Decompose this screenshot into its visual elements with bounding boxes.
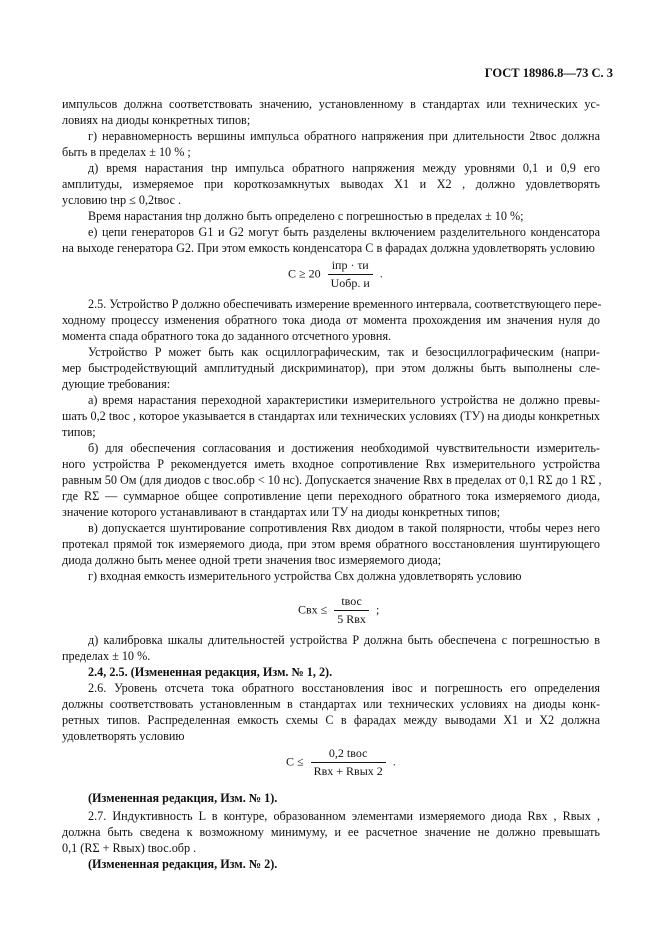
- formula-fraction: [311, 746, 386, 779]
- formula-denominator: Rвх + Rвых 2: [313, 764, 383, 778]
- text-line: где RΣ — суммарное общее сопротивление цепи переходного обратного тока измеряемого диода,: [62, 489, 600, 503]
- formula-fraction: [334, 594, 369, 627]
- text-line: в) допускается шунтирование сопротивления Rвх диодом в такой полярности, чтобы через него: [88, 521, 600, 535]
- text-line: 2.6. Уровень отсчета тока обратного восстановления iвос и погрешность его определения: [88, 681, 600, 695]
- text-line: д) время нарастания tнр импульса обратного напряжения между уровнями 0,1 и 0,9 его: [88, 161, 600, 175]
- text-line: диода должно быть менее одной трети значения tвос измеряемого диода;: [62, 553, 442, 567]
- text-line: удовлетворять условию: [62, 729, 185, 743]
- text-line: должна быть сведена к возможному минимуму, и ее расчетное значение не должно превышать: [62, 825, 600, 839]
- text-line: Устройство P может быть как осциллографическим, так и безосциллографическим (напри-: [88, 345, 600, 359]
- formula-input-capacitance: [298, 594, 379, 627]
- text-line: 2.7. Индуктивность L в контуре, образованном элементами измеряемого диода Rвх , Rвых ,: [88, 809, 600, 823]
- text-line: пределах ± 10 %.: [62, 649, 151, 663]
- text-line: б) для обеспечения согласования и достижения необходимой чувствительности измеритель-: [88, 441, 600, 455]
- text-line: протекал прямой ток измеряемого диода, при этом время обратного восстановления шунтирующего: [62, 537, 600, 551]
- text-line: ретных типов. Распределенная емкость схемы C в фарадах между выводами X1 и X2 должна: [62, 713, 600, 727]
- text-line: Время нарастания tнр должно быть определено с погрешностью в пределах ± 10 %;: [88, 209, 524, 223]
- text-line: г) входная емкость измерительного устройства Cвх должна удовлетворять условию: [88, 569, 522, 583]
- amendment-note: 2.4, 2.5. (Измененная редакция, Изм. № 1, 2).: [88, 665, 333, 679]
- text-line: ного устройства P рекомендуется иметь входное сопротивление Rвх измерительного устройства: [62, 457, 600, 471]
- text-line: е) цепи генераторов G1 и G2 могут быть разделены включением разделительного конденсатора: [88, 225, 600, 239]
- text-line: шать 0,2 tвос , которое указывается в стандартах или технических условиях (ТУ) на диоды конкретных: [62, 409, 600, 423]
- formula-denominator: 5 Rвх: [337, 612, 366, 626]
- text-line: ловиях на диоды конкретных типов;: [62, 113, 251, 127]
- amendment-note: (Измененная редакция, Изм. № 1).: [88, 791, 278, 805]
- text-line: типов;: [62, 425, 96, 439]
- formula-tail: .: [392, 754, 396, 769]
- text-line: значение которого устанавливают в стандартах или ТУ на диоды конкретных типов;: [62, 505, 501, 519]
- text-line: 2.5. Устройство P должно обеспечивать измерение временного интервала, соответствующего пере-: [88, 297, 602, 311]
- formula-capacitor: [288, 258, 383, 291]
- text-line: должны соответствовать установленным в стандартах или технических условиях на диоды конк-: [62, 697, 600, 711]
- text-line: ходному процессу изменения обратного тока диода от момента прохождения им значения нуля до: [62, 313, 600, 327]
- formula-lhs: C ≥ 20: [288, 266, 321, 281]
- text-line: импульсов должна соответствовать значению, установленному в стандартах или технических ус-: [62, 97, 600, 111]
- text-line: условию tнр ≤ 0,2tвос .: [62, 193, 182, 207]
- formula-denominator: Uобр. и: [330, 276, 370, 290]
- text-line: дующие требования:: [62, 377, 171, 391]
- formula-tail: ;: [375, 602, 380, 617]
- formula-distributed-capacitance: [286, 746, 396, 779]
- amendment-note: (Измененная редакция, Изм. № 2).: [88, 857, 278, 871]
- text-line: а) время нарастания переходной характеристики измерительного устройства не должно превы-: [88, 393, 600, 407]
- formula-numerator: tвос: [334, 594, 369, 611]
- text-line: равным 50 Ом (для диодов с tвос.обр < 10 нс). Допускается значение Rвх в пределах от 0,1 RΣ до 1 RΣ ,: [62, 473, 602, 487]
- text-line: амплитуды, измеряемое при короткозамкнутых выводах X1 и X2 , должно удовлетворять: [62, 177, 600, 191]
- text-line: мер быстродействующий амплитудный дискриминатор), при этом должны быть выполнены сле-: [62, 361, 600, 375]
- text-line: 0,1 (RΣ + Rвых) tвос.обр .: [62, 841, 197, 855]
- text-line: на выходе генератора G2. При этом емкость конденсатора C в фарадах должна удовлетворять условию: [62, 241, 595, 255]
- text-line: д) калибровка шкалы длительностей устройства P должна быть обеспечена с погрешностью в: [88, 633, 600, 647]
- page-header: ГОСТ 18986.8—73 С. 3: [484, 66, 613, 80]
- formula-numerator: iпр · τи: [328, 258, 373, 275]
- formula-lhs: Cвх ≤: [298, 602, 328, 617]
- text-line: быть в пределах ± 10 % ;: [62, 145, 191, 159]
- formula-fraction: [328, 258, 373, 291]
- text-line: момента спада обратного тока до заданного отсчетного уровня.: [62, 329, 392, 343]
- formula-numerator: 0,2 tвос: [311, 746, 386, 763]
- text-line: г) неравномерность вершины импульса обратного напряжения при длительности 2tвос должна: [88, 129, 600, 143]
- formula-lhs: C ≤: [286, 754, 304, 769]
- formula-tail: .: [379, 266, 383, 281]
